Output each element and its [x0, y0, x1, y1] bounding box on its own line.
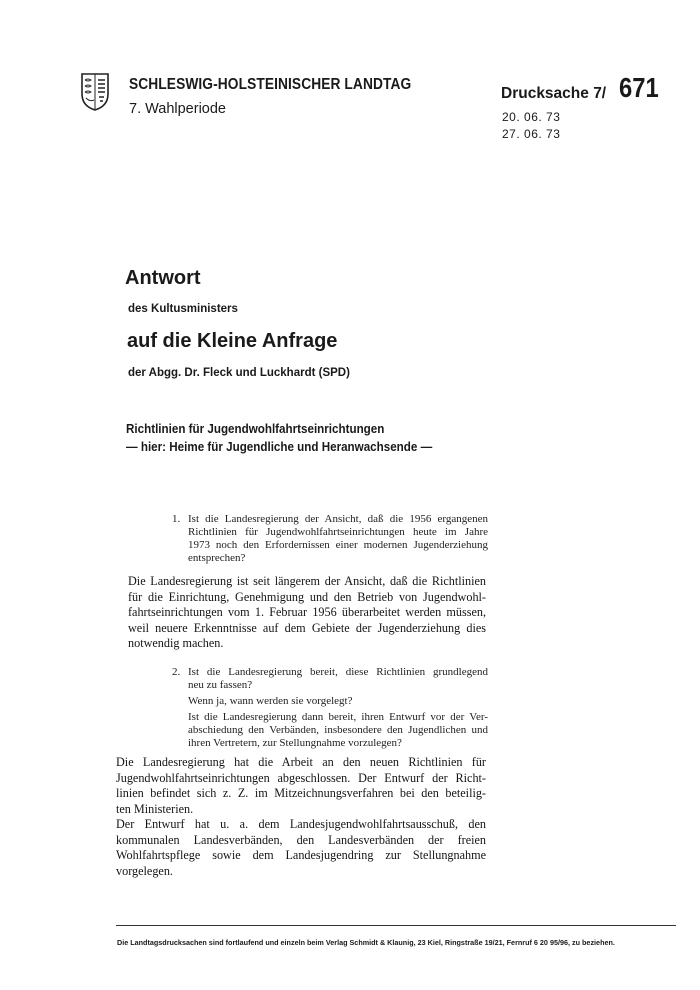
- question-1-number: 1.: [172, 513, 181, 525]
- answer-3-line: Der Entwurf hat u. a. dem Landesjugendwohlfahrtsausschuß, den: [116, 817, 486, 831]
- question-2-line: Ist die Landesregierung bereit, diese Richtlinien grundlegend: [188, 666, 488, 678]
- question-2: [188, 666, 488, 750]
- subheading-minister: des Kultusministers: [128, 303, 238, 315]
- question-1-line: entsprechen?: [188, 552, 246, 564]
- question-2-number: 2.: [172, 666, 181, 678]
- answer-1: [128, 574, 486, 652]
- question-1-line: 1973 noch den Erfordernissen einer modernen Jugenderziehung: [188, 539, 488, 551]
- answer-3-line: Wohlfahrtspflege sowie dem Landesjugendring zur Stellungnahme: [116, 848, 486, 862]
- document-label: Drucksache 7/: [501, 85, 607, 102]
- answer-2: [116, 755, 486, 817]
- question-2-line: Ist die Landesregierung dann bereit, ihren Entwurf vor der Ver-: [188, 711, 488, 723]
- answer-1-line: Die Landesregierung ist seit längerem der Ansicht, daß die Richtlinien: [128, 574, 486, 588]
- coat-of-arms-icon: [80, 72, 110, 112]
- org-name: SCHLESWIG-HOLSTEINISCHER LANDTAG: [129, 76, 412, 93]
- answer-1-line: für die Einrichtung, Genehmigung und den Betrieb von Jugendwohl-: [128, 589, 486, 604]
- date-1: 20. 06. 73: [502, 110, 561, 124]
- answer-3-line: vorgelegen.: [116, 863, 173, 878]
- answer-1-line: notwendig machen.: [128, 636, 224, 650]
- subject-line-2: — hier: Heime für Jugendliche und Heranwachsende —: [126, 440, 433, 454]
- answer-1-line: weil neuere Erkenntnisse auf dem Gebiete der Jugenderziehung dies: [128, 620, 486, 635]
- question-1-line: Richtlinien für Jugendwohlfahrtseinrichtungen heute im Jahre: [188, 526, 488, 538]
- question-2-line: Wenn ja, wann werden sie vorgelegt?: [188, 695, 353, 707]
- heading-anfrage: auf die Kleine Anfrage: [127, 330, 338, 352]
- answer-3: [116, 817, 486, 879]
- question-1: [188, 513, 488, 565]
- subject-line-1: Richtlinien für Jugendwohlfahrtseinrichtungen: [126, 422, 385, 436]
- answer-1-line: fahrtseinrichtungen vom 1. Februar 1956 überarbeitet werden müssen,: [128, 605, 486, 619]
- answer-3-line: kommunalen Landesverbänden, den Landesverbänden der freien: [116, 832, 486, 847]
- answer-2-line: Die Landesregierung hat die Arbeit an den neuen Richtlinien für: [116, 755, 486, 769]
- heading-antwort: Antwort: [125, 267, 201, 289]
- subheading-deputies: der Abgg. Dr. Fleck und Luckhardt (SPD): [128, 367, 350, 379]
- footer-note: Die Landtagsdrucksachen sind fortlaufend und einzeln beim Verlag Schmidt & Klaunig, 23 Kiel, Ringstraße 19/21, Fernruf 6 20 95/96, zu beziehen.: [117, 938, 615, 947]
- answer-2-line: ten Ministerien.: [116, 801, 194, 816]
- answer-2-line: Jugendwohlfahrtseinrichtungen abgeschlossen. Der Entwurf der Richt-: [116, 770, 486, 785]
- legislative-period: 7. Wahlperiode: [129, 101, 226, 117]
- footer-divider: [116, 925, 676, 926]
- answer-2-line: linien befindet sich z. Z. im Mitzeichnungsverfahren bei den beteilig-: [116, 786, 486, 800]
- question-2-line: ihren Vertretern, zur Stellungnahme vorzulegen?: [188, 737, 402, 749]
- question-1-line: Ist die Landesregierung der Ansicht, daß die 1956 ergangenen: [188, 513, 488, 525]
- document-number: 671: [619, 72, 659, 103]
- question-2-line: abschiedung den Verbänden, insbesondere den Jugendlichen und: [188, 724, 488, 736]
- question-2-line: neu zu fassen?: [188, 679, 253, 691]
- date-2: 27. 06. 73: [502, 127, 561, 141]
